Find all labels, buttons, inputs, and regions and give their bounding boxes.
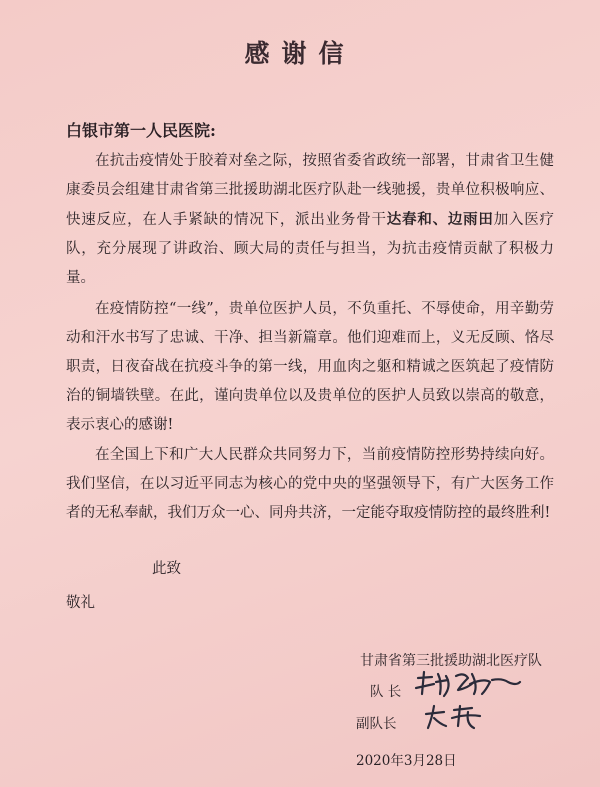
leader-label: 队 长 xyxy=(370,684,402,700)
paragraph-2: 在疫情防控“一线”，贵单位医护人员，不负重托、不辱使命，用辛勤劳动和汗水书写了忠诚、干净、担当新篇章。他们迎难而上，义无反顾、恪尽职责，日夜奋战在抗疫斗争的第一线，用血肉之躯和精诚之医筑起了疫情防治的铜墙铁壁。在此，谨向贵单位以及贵单位的医护人员致以崇高的敬意，表示衷心的感谢! xyxy=(66,301,554,433)
paragraph-1-before: 在抗击疫情处于胶着对垒之际，按照省委省政统一部署，甘肃省卫生健康委员会组建甘肃省第三批援助湖北医疗队赴一线驰援，贵单位积极响应、快速反应，在人手紧缺的情况下，派出业务骨干 xyxy=(66,153,554,228)
paragraph-1-after: 加入医疗队，充分展现了讲政治、顾大局的责任与担当，为抗击疫情贡献了积极力量。 xyxy=(66,212,555,286)
paragraph-1-names: 达春和、边雨田 xyxy=(386,211,494,228)
organization-name: 甘肃省第三批援助湖北医疗队 xyxy=(360,653,542,669)
letter-title: 感谢信 xyxy=(244,39,356,68)
salutation: 白银市第一人民医院: xyxy=(66,121,216,140)
deputy-signature xyxy=(420,702,490,732)
paragraph-3: 在全国上下和广大人民群众共同努力下，当前疫情防控形势持续向好。我们坚信，在以习近平同志为核心的党中央的坚强领导下，有广大医务工作者的无私奉献，我们万众一心、同舟共济，一定能夺取疫情防控的最终胜利! xyxy=(66,447,554,521)
deputy-label: 副队长 xyxy=(356,716,397,732)
closing-cizhi: 此致 xyxy=(152,561,181,577)
leader-signature xyxy=(412,668,522,700)
deputy-row xyxy=(356,712,397,732)
paragraph-1 xyxy=(66,147,554,293)
leader-row xyxy=(370,680,401,700)
letter-date: 2020年3月28日 xyxy=(356,753,457,769)
closing-jingli: 敬礼 xyxy=(66,595,95,611)
